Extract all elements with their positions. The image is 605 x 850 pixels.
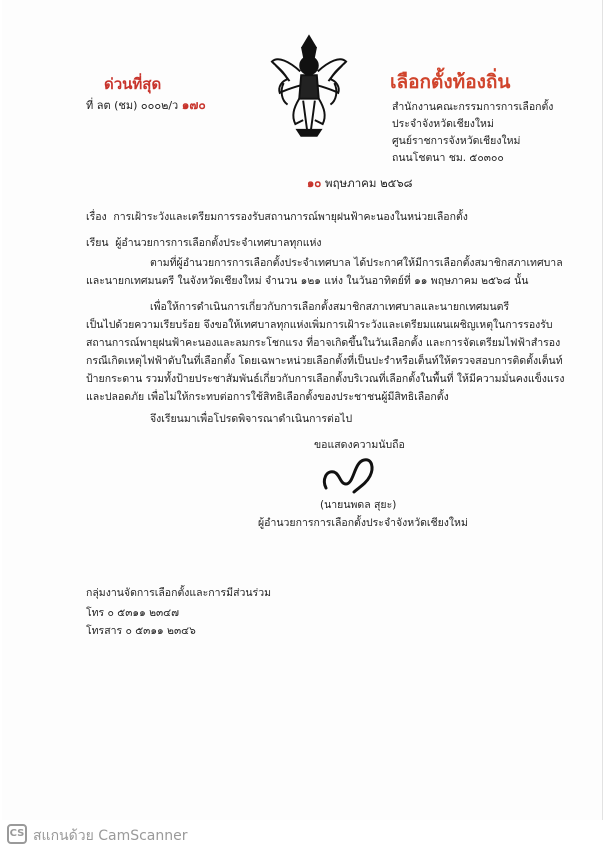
- body-paragraph-1-line: ตามที่ผู้อำนวยการการเลือกตั้งประจำเทศบาล ได้ประกาศให้มีการเลือกตั้งสมาชิกสภาเทศบาล: [150, 257, 563, 269]
- body-paragraph-3: จึงเรียนมาเพื่อโปรดพิจารณาดำเนินการต่อไป: [150, 413, 353, 425]
- footer-department: กลุ่มงานจัดการเลือกตั้งและการมีส่วนร่วม: [86, 587, 272, 599]
- local-election-logo-text: เลือกตั้งท้องถิ่น: [390, 71, 511, 93]
- camscanner-watermark: [0, 820, 605, 850]
- sender-address-line: ประจำจังหวัดเชียงใหม่: [392, 118, 494, 130]
- subject-line: [86, 208, 468, 225]
- body-paragraph-2-line: เป็นไปด้วยความเรียบร้อย จึงขอให้เทศบาลทุกแห่งเพิ่มการเฝ้าระวังและเตรียมแผนเผชิญเหตุในการรองรับ: [86, 319, 553, 331]
- subject-text: การเฝ้าระวังและเตรียมการรองรับสถานการณ์พายุฝนฟ้าคะนองในหน่วยเลือกตั้ง: [113, 211, 468, 223]
- camscanner-logo-icon: CS: [7, 824, 27, 844]
- letter-date: [307, 175, 413, 193]
- body-paragraph-2-line: และปลอดภัย เพื่อไม่ให้กระทบต่อการใช้สิทธิเลือกตั้งของประชาชนผู้มีสิทธิเลือกตั้ง: [86, 391, 449, 403]
- body-paragraph-2-line: กรณีเกิดเหตุไฟฟ้าดับในที่เลือกตั้ง โดยเฉพาะหน่วยเลือกตั้งที่เป็นปะรำหรือเต็นท์ให้ตรวจสอบการติดตั้งเต็นท์: [86, 355, 563, 367]
- body-paragraph-2-line: สถานการณ์พายุฝนฟ้าคะนองและลมกระโชกแรง ที่อาจเกิดขึ้นในวันเลือกตั้ง และการจัดเตรียมไฟฟ้าสำรอง: [86, 337, 561, 349]
- footer-phone: โทร ๐ ๕๓๑๑ ๒๓๔๗: [86, 607, 180, 619]
- date-month-year: พฤษภาคม ๒๕๖๘: [324, 176, 413, 190]
- document-number-prefix: ที่ ลต (ชม) ๐๐๐๒/ว: [86, 99, 179, 112]
- subject-label: เรื่อง: [86, 211, 107, 223]
- body-paragraph-2-line: ป้ายกระดาน รวมทั้งป้ายประชาสัมพันธ์เกี่ยวกับการเลือกตั้งบริเวณที่เลือกตั้งในพื้นที่ ให้มีความมั่นคงแข็งแรง: [86, 373, 565, 385]
- signatory-position: ผู้อำนวยการการเลือกตั้งประจำจังหวัดเชียงใหม่: [258, 517, 468, 529]
- sender-address-line: สำนักงานคณะกรรมการการเลือกตั้ง: [392, 101, 554, 113]
- document-number: [86, 96, 206, 115]
- signatory-name: (นายนพดล สุยะ): [320, 499, 397, 511]
- camscanner-text: สแกนด้วย CamScanner: [33, 828, 188, 844]
- body-paragraph-1-line: และนายกเทศมนตรี ในจังหวัดเชียงใหม่ จำนวน ๑๒๑ แห่ง ในวันอาทิตย์ที่ ๑๑ พฤษภาคม ๒๕๖๘ นั้น: [86, 275, 529, 287]
- handwritten-signature: [320, 452, 376, 498]
- urgency-stamp: ด่วนที่สุด: [104, 75, 162, 93]
- document-page: [2, 0, 602, 820]
- document-number-value: ๑๗๐: [181, 98, 206, 112]
- closing-salutation: ขอแสดงความนับถือ: [314, 439, 405, 451]
- sender-address-line: ถนนโชตนา ชม. ๕๐๓๐๐: [392, 152, 504, 164]
- date-day: ๑๐: [307, 176, 322, 190]
- body-paragraph-2-line: เพื่อให้การดำเนินการเกี่ยวกับการเลือกตั้งสมาชิกสภาเทศบาลและนายกเทศมนตรี: [150, 301, 510, 313]
- recipient-label: เรียน: [86, 237, 109, 249]
- garuda-emblem-icon: [270, 32, 348, 140]
- footer-fax: โทรสาร ๐ ๕๓๑๑ ๒๓๔๖: [86, 625, 196, 637]
- recipient-line: [86, 234, 322, 251]
- recipient-text: ผู้อำนวยการการเลือกตั้งประจำเทศบาลทุกแห่ง: [115, 237, 322, 249]
- sender-address-line: ศูนย์ราชการจังหวัดเชียงใหม่: [392, 135, 521, 147]
